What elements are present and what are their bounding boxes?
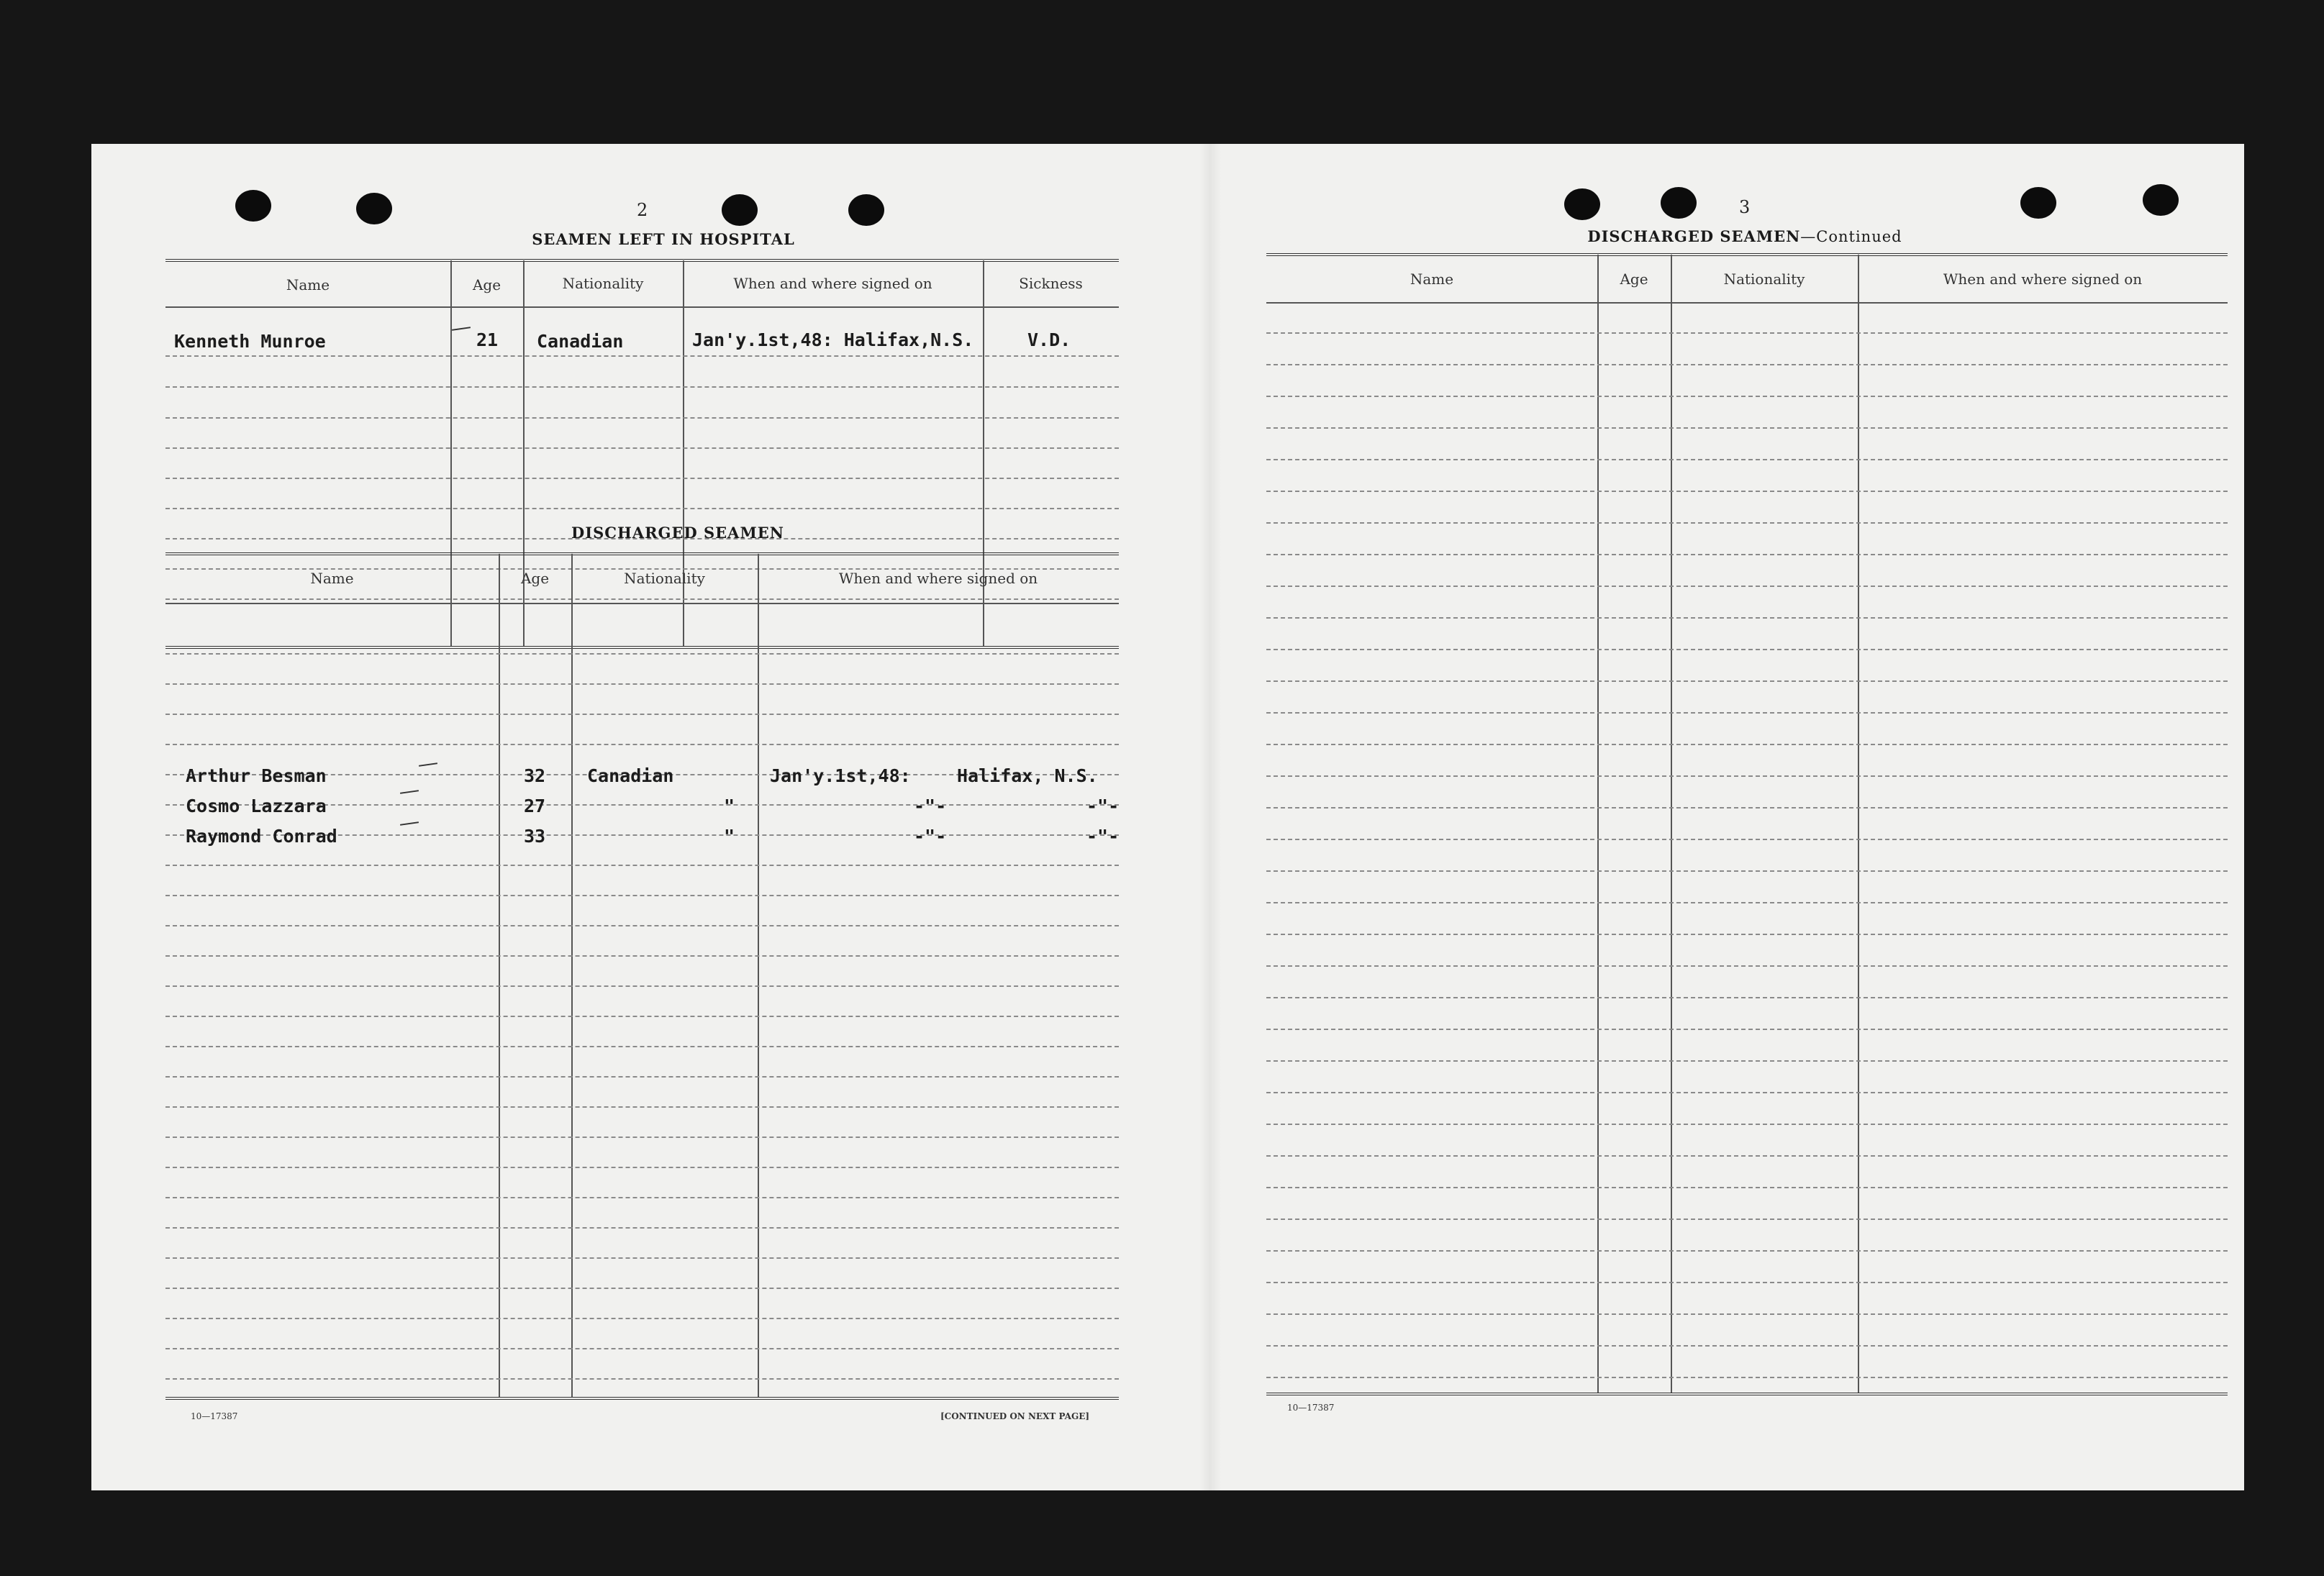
header-signed-on: When and where signed on xyxy=(838,570,1038,587)
seaman-nationality: " xyxy=(724,826,735,847)
header-name: Name xyxy=(310,570,354,587)
seaman-signed-date: Jan'y.1st,48: xyxy=(770,765,911,786)
left-page xyxy=(91,144,1199,1490)
page-number: 2 xyxy=(637,200,648,220)
document-sheet xyxy=(91,144,2244,1490)
header-signed-on: When and where signed on xyxy=(1943,270,2143,288)
header-name: Name xyxy=(286,276,330,293)
header-name: Name xyxy=(1410,270,1454,288)
seaman-age: 32 xyxy=(524,765,546,786)
center-fold xyxy=(1199,144,1221,1490)
seaman-name: Arthur Besman xyxy=(186,765,327,786)
binder-hole xyxy=(235,190,271,222)
seaman-age: 27 xyxy=(524,796,546,816)
patient-name: Kenneth Munroe xyxy=(174,331,326,352)
seaman-name: Cosmo Lazzara xyxy=(186,796,327,816)
discharged-table xyxy=(165,552,1119,1401)
header-nationality: Nationality xyxy=(562,275,644,292)
binder-hole xyxy=(1564,188,1600,220)
form-code: 10—17387 xyxy=(1287,1403,1335,1413)
seaman-name: Raymond Conrad xyxy=(186,826,337,847)
check-mark xyxy=(419,762,437,767)
header-sickness: Sickness xyxy=(1019,275,1083,292)
discharged-continued-title xyxy=(1587,227,1903,245)
patient-signed-on: Jan'y.1st,48: Halifax,N.S. xyxy=(692,329,974,350)
patient-age: 21 xyxy=(476,329,499,350)
check-mark xyxy=(452,327,471,331)
seaman-signed-date: -"- xyxy=(914,826,947,847)
seaman-signed-place: Halifax, N.S. xyxy=(957,765,1098,786)
right-page xyxy=(1221,144,2244,1490)
binder-hole xyxy=(722,194,758,226)
seaman-signed-place: -"- xyxy=(1086,826,1120,847)
check-mark xyxy=(400,821,419,826)
binder-hole xyxy=(848,194,884,226)
seaman-signed-place: -"- xyxy=(1086,796,1120,816)
binder-hole xyxy=(2143,184,2179,216)
hospital-section-title: SEAMEN LEFT IN HOSPITAL xyxy=(532,230,795,248)
binder-hole xyxy=(1661,187,1697,219)
header-age: Age xyxy=(520,570,550,587)
header-nationality: Nationality xyxy=(1723,270,1805,288)
section-title-suffix: —Continued xyxy=(1800,228,1902,245)
form-code: 10—17387 xyxy=(191,1411,238,1421)
patient-sickness: V.D. xyxy=(1027,329,1071,350)
discharged-section-title: DISCHARGED SEAMEN xyxy=(571,524,784,542)
continued-note: [CONTINUED ON NEXT PAGE] xyxy=(940,1411,1090,1421)
seaman-signed-date: -"- xyxy=(914,796,947,816)
header-age: Age xyxy=(1620,270,1648,288)
page-number: 3 xyxy=(1739,197,1751,217)
discharged-continued-table xyxy=(1266,253,2228,1397)
seaman-nationality: Canadian xyxy=(587,765,674,786)
header-age: Age xyxy=(472,276,501,293)
seaman-nationality: " xyxy=(724,796,735,816)
header-nationality: Nationality xyxy=(624,570,705,587)
patient-nationality: Canadian xyxy=(537,331,624,352)
binder-hole xyxy=(2020,187,2056,219)
check-mark xyxy=(400,790,419,794)
binder-hole xyxy=(356,193,392,224)
section-title-main: DISCHARGED SEAMEN xyxy=(1587,227,1801,245)
header-signed-on: When and where signed on xyxy=(733,275,932,292)
seaman-age: 33 xyxy=(524,826,546,847)
